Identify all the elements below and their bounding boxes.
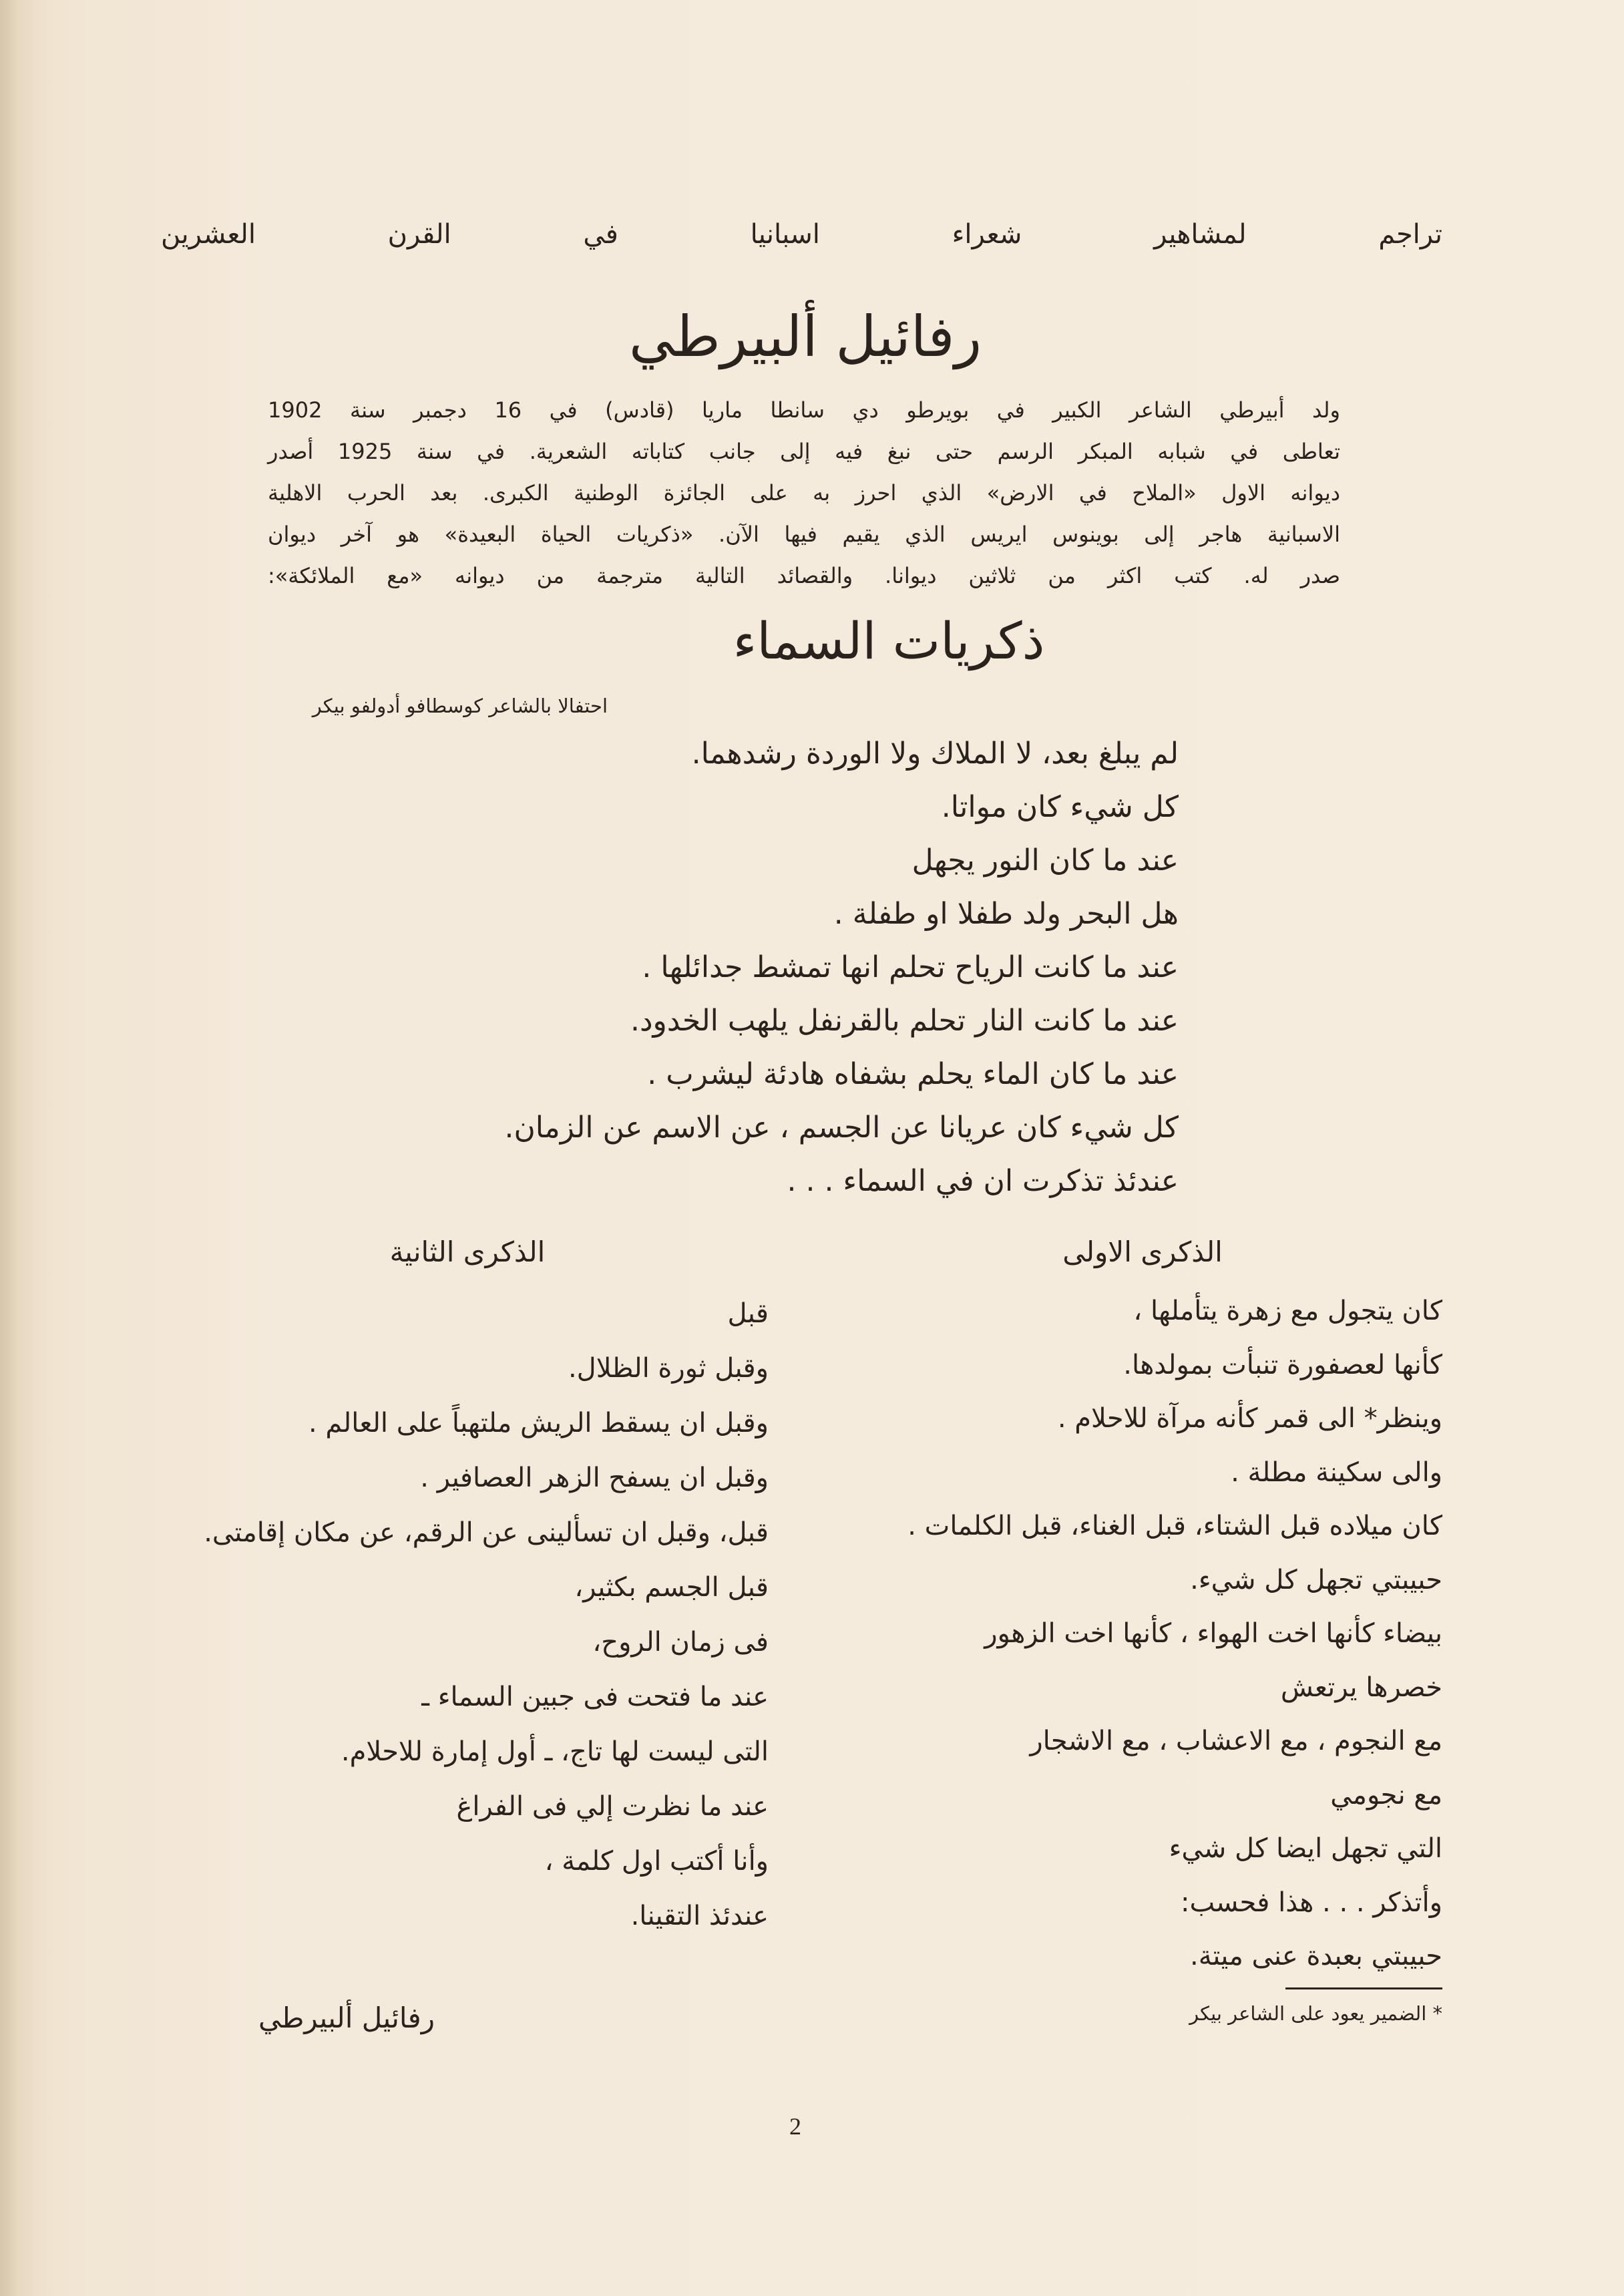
biography-line: الاسبانية هاجر إلى بوينوس ايريس الذي يقيم فيها الآن. «ذكريات الحياة البعيدة» هو آخر ديوان: [268, 522, 1340, 547]
footnote-divider: [1285, 1987, 1442, 1989]
poem-line: قبل الجسم بكثير،: [574, 1572, 769, 1603]
first-memory-heading: الذكرى الاولى: [1062, 1235, 1223, 1268]
second-memory-heading: الذكرى الثانية: [389, 1235, 546, 1268]
poem-line: التى ليست لها تاج، ـ أول إمارة للاحلام.: [341, 1736, 769, 1767]
poem-line: عند ما كان النور يجهل: [911, 843, 1179, 878]
page-number: 2: [789, 2113, 801, 2140]
poem-line: مع النجوم ، مع الاعشاب ، مع الاشجار: [1030, 1726, 1442, 1756]
biography-line: ديوانه الاول «الملاح في الارض» الذي احرز به على الجائزة الوطنية الكبرى. بعد الحرب الاهلية: [268, 480, 1340, 506]
author-signature: رفائيل ألبيرطي: [258, 2001, 435, 2034]
second-memory-column: [67, 1286, 769, 1943]
biography-line: ولد أبيرطي الشاعر الكبير في بويرطو دي سانطا ماريا (قادس) في 16 دجمبر سنة 1902: [268, 397, 1341, 423]
poem-line: كان ميلاده قبل الشتاء، قبل الغناء، قبل الكلمات .: [907, 1511, 1442, 1541]
poem-line: وقبل ثورة الظلال.: [568, 1353, 769, 1384]
poem-line: حبيبتي تجهل كل شيء.: [1190, 1564, 1442, 1595]
series-header: تراجم لمشاهير شعراء اسبانيا في القرن العشرين: [161, 219, 1442, 250]
poet-name-title: رفائيل ألبيرطي: [628, 304, 982, 369]
poem-line: كل شيء كان مواتا.: [941, 790, 1179, 824]
poem-line: كان يتجول مع زهرة يتأملها ،: [1133, 1296, 1442, 1326]
poem-line: بيضاء كأنها اخت الهواء ، كأنها اخت الزهور: [984, 1618, 1442, 1649]
poem-line: كل شيء كان عريانا عن الجسم ، عن الاسم عن الزمان.: [504, 1111, 1179, 1145]
poem-line: عند ما كان الماء يحلم بشفاه هادئة ليشرب .: [647, 1057, 1179, 1091]
poem-line: قبل: [727, 1298, 769, 1329]
poem-title: ذكريات السماء: [733, 611, 1045, 671]
poem-line: قبل، وقبل ان تسألينى عن الرقم، عن مكان إقامتى.: [204, 1517, 769, 1548]
poem-line: وينظر* الى قمر كأنه مرآة للاحلام .: [1057, 1403, 1442, 1434]
poem-line: مع نجومي: [1330, 1779, 1442, 1810]
poem-line: عند ما كانت النار تحلم بالقرنفل يلهب الخدود.: [630, 1004, 1179, 1038]
poem-line: وقبل ان يسقط الريش ملتهباً على العالم .: [308, 1408, 769, 1439]
poem-dedication: احتفالا بالشاعر كوسطافو أدولفو بيكر: [312, 695, 608, 717]
poem-line: عند ما نظرت إلي فى الفراغ: [456, 1791, 769, 1822]
poem-line: خصرها يرتعش: [1280, 1672, 1442, 1703]
poem-line: هل البحر ولد طفلا او طفلة .: [833, 897, 1179, 931]
poem-line: وقبل ان يسفح الزهر العصافير .: [420, 1463, 769, 1493]
footnote: * الضمير يعود على الشاعر بيكر: [1189, 2002, 1442, 2025]
poem-line: عند ما كانت الرياح تحلم انها تمشط جدائلها .: [642, 950, 1179, 984]
poem-line: التي تجهل ايضا كل شيء: [1169, 1833, 1442, 1864]
poem-line: والى سكينة مطلة .: [1231, 1457, 1442, 1488]
poem-line: فى زمان الروح،: [592, 1627, 769, 1658]
poem-line: وأتذكر . . . هذا فحسب:: [1181, 1887, 1442, 1918]
poem-line: حبيبتي بعبدة عنى ميتة.: [1190, 1941, 1442, 1971]
poem-line: عند ما فتحت فى جبين السماء ـ: [421, 1682, 769, 1712]
poem-line: كأنها لعصفورة تنبأت بمولدها.: [1123, 1349, 1442, 1380]
biography-paragraph: [268, 389, 1340, 596]
poem-line: لم يبلغ بعد، لا الملاك ولا الوردة رشدهما.: [691, 737, 1179, 771]
poem-line: وأنا أكتب اول كلمة ،: [544, 1846, 769, 1877]
first-memory-column: [741, 1284, 1442, 1983]
poem-line: عندئذ التقينا.: [630, 1901, 769, 1931]
poem-stanza: [311, 727, 1179, 1208]
biography-line: صدر له. كتب اكثر من ثلاثين ديوانا. والقصائد التالية مترجمة من ديوانه «مع الملائكة»:: [268, 563, 1340, 588]
biography-line: تعاطى في شبابه المبكر الرسم حتى نبغ فيه إلى جانب كتاباته الشعرية. في سنة 1925 أصدر: [268, 439, 1341, 464]
poem-line: عندئذ تذكرت ان في السماء . . .: [787, 1164, 1179, 1198]
